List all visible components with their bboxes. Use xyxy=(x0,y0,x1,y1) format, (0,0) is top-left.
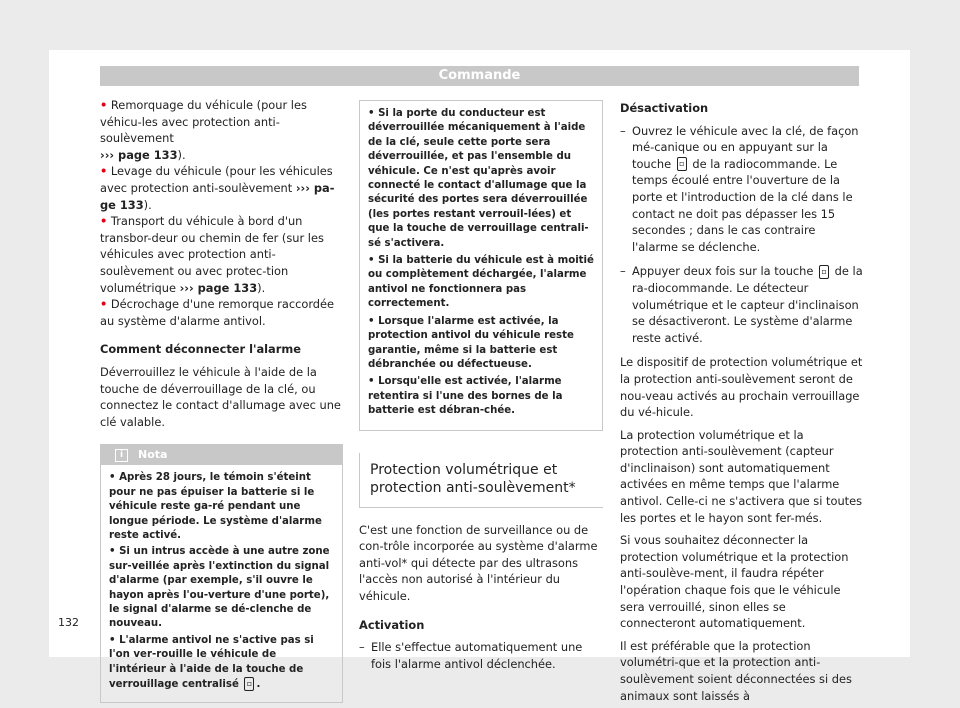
unlock-key-icon: ▫ xyxy=(819,265,829,279)
paragraph: Il est préférable que la protection volumétri-que et la protection anti-soulèvement soient déconnectées si des animaux sont laissés à xyxy=(620,638,852,703)
paragraph: Déverrouillez le véhicule à l'aide de la touche de déverrouillage de la clé, ou connectez le contact d'allumage avec une clé valable. xyxy=(100,364,341,429)
bullet-icon: • xyxy=(100,164,108,179)
list-item: • Après 28 jours, le témoin s'éteint pour ne pas épuiser la batterie si le véhicule reste ga-ré pendant une longue période. Le système d'alarme reste activé. xyxy=(109,472,322,541)
column-right xyxy=(620,100,864,704)
nota-title: Nota xyxy=(138,448,168,462)
subheading: Désactivation xyxy=(620,101,709,115)
list-item: • Si la porte du conducteur est déverrouillée mécaniquement à l'aide de la clé, seule cette porte sera déverrouillée, et pas l'ensemble du véhicule. Ce n'est qu'après avoir connecté le contact d'allumage que la sécurité des portes sera déverrouillée (les portes restant verrouil-lées) et que la touche de verrouillage centrali-sé s'activera. xyxy=(368,108,589,249)
list-item: • Transport du véhicule à bord d'un transbor-deur ou chemin de fer (sur les véhicules avec protection anti-soulèvement ou avec protec-tion volumétrique ››› page 133). xyxy=(100,214,324,295)
list-item: • Décrochage d'une remorque raccordée au système d'alarme antivol. xyxy=(100,297,335,328)
bullet-icon: • xyxy=(100,98,108,112)
bullet-icon: • xyxy=(100,214,108,229)
paragraph: Si vous souhaitez déconnecter la protection volumétrique et la protection anti-soulève-ment, il faudra répéter l'opération chaque fois que le véhicule sera verrouillé, sinon elles se connecteront automatiquement. xyxy=(620,533,849,631)
paragraph: Le dispositif de protection volumétrique et la protection anti-soulèvement seront de nou-veau activés au prochain verrouillage du vé-hicule. xyxy=(620,355,863,420)
info-icon: i xyxy=(115,449,128,462)
list-item: • Levage du véhicule (pour les véhicules avec protection anti-soulèvement ››› pa-ge 133). xyxy=(100,164,335,212)
list-item: • Si un intrus accède à une autre zone sur-veillée après l'extinction du signal d'alarme (par exemple, s'il ouvre le hayon après l'ou-verture d'une porte), le signal d'alarme se dé-clenche de nouveau. xyxy=(109,546,330,630)
list-item: • Lorsqu'elle est activée, l'alarme retentira si l'une des bornes de la batterie est débran-chée. xyxy=(368,376,563,417)
unlock-key-icon: ▫ xyxy=(677,157,687,171)
paragraph: C'est une fonction de surveillance ou de con-trôle incorporée au système d'alarme anti-vol* qui détecte par des ultrasons l'accès non autorisé à l'intérieur du véhicule. xyxy=(359,522,598,603)
list-item: – Appuyer deux fois sur la touche ▫ de la ra-diocommande. Le détecteur volumétrique et le capteur d'inclinaison se désactiveront. Le système d'alarme reste activé. xyxy=(620,264,863,345)
bullet-icon: • xyxy=(100,297,108,312)
list-item: – Elle s'effectue automatiquement une fois l'alarme antivol déclenchée. xyxy=(359,640,583,671)
section-title: Protection volumétrique et protection anti-soulèvement* xyxy=(359,453,603,508)
lock-key-icon: ▫ xyxy=(244,677,254,691)
page-reference-link[interactable]: ››› page 133 xyxy=(100,147,178,162)
page-reference-link[interactable]: ››› page 133 xyxy=(179,280,258,295)
paragraph: La protection volumétrique et la protection anti-soulèvement (capteur d'inclinaison) sont automatiquement activées en même temps que l'alarme antivol. Celle-ci ne s'activera que si toutes les portes et le hayon sont fer-més. xyxy=(620,427,863,525)
page-number: 132 xyxy=(58,616,79,629)
list-item: • Lorsque l'alarme est activée, la protection antivol du véhicule reste garantie, même si la batterie est débranchée ou défectueuse. xyxy=(368,315,574,370)
subheading: Comment déconnecter l'alarme xyxy=(100,342,301,357)
column-middle xyxy=(359,100,603,672)
nota-box xyxy=(100,444,343,703)
nota-header xyxy=(101,445,342,465)
list-item: • Remorquage du véhicule (pour les véhicu-les avec protection anti-soulèvement ››› page 133). xyxy=(100,98,307,162)
page-reference-link[interactable]: ››› pa-ge 133 xyxy=(100,180,335,212)
nota-body xyxy=(101,465,342,702)
list-item: – Ouvrez le véhicule avec la clé, de façon mé-canique ou en appuyant sur la touche ▫ de la radiocommande. Le temps écoulé entre l'ouverture de la porte et l'introduction de la clé dans le contact ne doit pas dépasser les 15 secondes ; dans le cas contraire l'alarme se déclenche. xyxy=(620,123,859,254)
list-item: • L'alarme antivol ne s'active pas si l'on ver-rouille le véhicule de l'intérieur à l'aide de la touche de verrouillage centralisé ▫ . xyxy=(109,634,314,690)
column-left xyxy=(100,97,343,703)
warning-box xyxy=(359,100,603,431)
list-item: • Si la batterie du véhicule est à moitié ou complètement déchargée, l'alarme antivol ne fonctionnera pas correctement. xyxy=(368,255,594,310)
subheading: Activation xyxy=(359,617,425,632)
page-header: Commande xyxy=(100,66,859,86)
